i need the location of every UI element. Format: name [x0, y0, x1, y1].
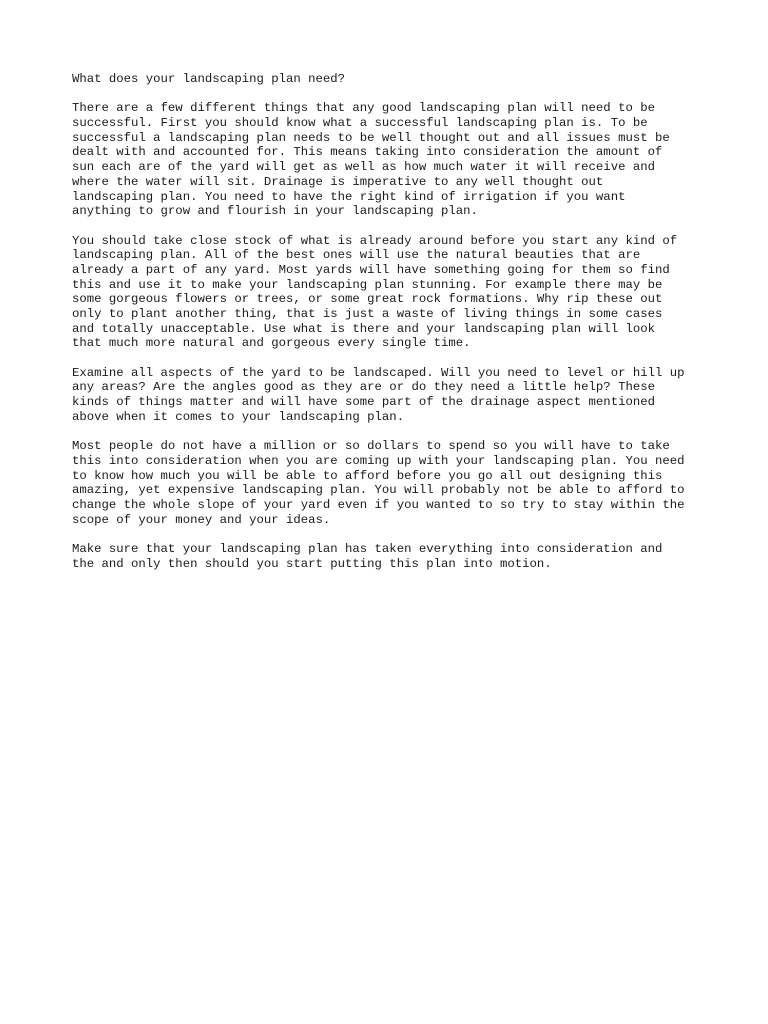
text-line: this into consideration when you are coming up with your landscaping plan. You need	[72, 453, 685, 468]
text-line: You should take close stock of what is already around before you start any kind of	[72, 233, 678, 248]
text-line: some gorgeous flowers or trees, or some great rock formations. Why rip these out	[72, 292, 663, 307]
text-line: scope of your money and your ideas.	[72, 512, 331, 527]
text-line: the and only then should you start putting this plan into motion.	[72, 556, 552, 571]
text-line: change the whole slope of your yard even if you wanted to so try to stay within the	[72, 497, 685, 512]
text-line: anything to grow and flourish in your landscaping plan.	[72, 204, 478, 219]
text-line: where the water will sit. Drainage is imperative to any well thought out	[72, 174, 604, 189]
paragraph-3	[72, 366, 712, 425]
text-line: landscaping plan. All of the best ones will use the natural beauties that are	[72, 248, 641, 263]
paragraph-5	[72, 542, 712, 571]
text-line: this and use it to make your landscaping plan stunning. For example there may be	[72, 277, 663, 292]
text-line: successful a landscaping plan needs to be well thought out and all issues must be	[72, 130, 670, 145]
text-line: above when it comes to your landscaping plan.	[72, 409, 405, 424]
text-line: that much more natural and gorgeous every single time.	[72, 336, 471, 351]
text-line: amazing, yet expensive landscaping plan. You will probably not be able to afford to	[72, 483, 685, 498]
text-line: dealt with and accounted for. This means taking into consideration the amount of	[72, 145, 663, 160]
text-line: kinds of things matter and will have some part of the drainage aspect mentioned	[72, 395, 655, 410]
document-title	[72, 72, 712, 87]
paragraph-2	[72, 234, 712, 352]
text-line: any areas? Are the angles good as they are or do they need a little help? These	[72, 380, 655, 395]
text-line: and totally unacceptable. Use what is there and your landscaping plan will look	[72, 321, 655, 336]
text-line: already a part of any yard. Most yards will have something going for them so find	[72, 262, 670, 277]
text-line: Most people do not have a million or so dollars to spend so you will have to take	[72, 439, 670, 454]
text-line: Examine all aspects of the yard to be landscaped. Will you need to level or hill up	[72, 365, 685, 380]
text-line: only to plant another thing, that is just a waste of living things in some cases	[72, 307, 663, 321]
text-line: to know how much you will be able to afford before you go all out designing this	[72, 468, 663, 483]
text-line: landscaping plan. You need to have the right kind of irrigation if you want	[72, 189, 626, 204]
title-line: What does your landscaping plan need?	[72, 72, 346, 86]
text-line: sun each are of the yard will get as well as how much water it will receive and	[72, 160, 655, 175]
text-line: Make sure that your landscaping plan has taken everything into consideration and	[72, 542, 663, 556]
document-page	[72, 72, 712, 586]
text-line: successful. First you should know what a successful landscaping plan is. To be	[72, 116, 648, 131]
paragraph-4	[72, 439, 712, 527]
paragraph-1	[72, 101, 712, 219]
text-line: There are a few different things that any good landscaping plan will need to be	[72, 101, 655, 116]
